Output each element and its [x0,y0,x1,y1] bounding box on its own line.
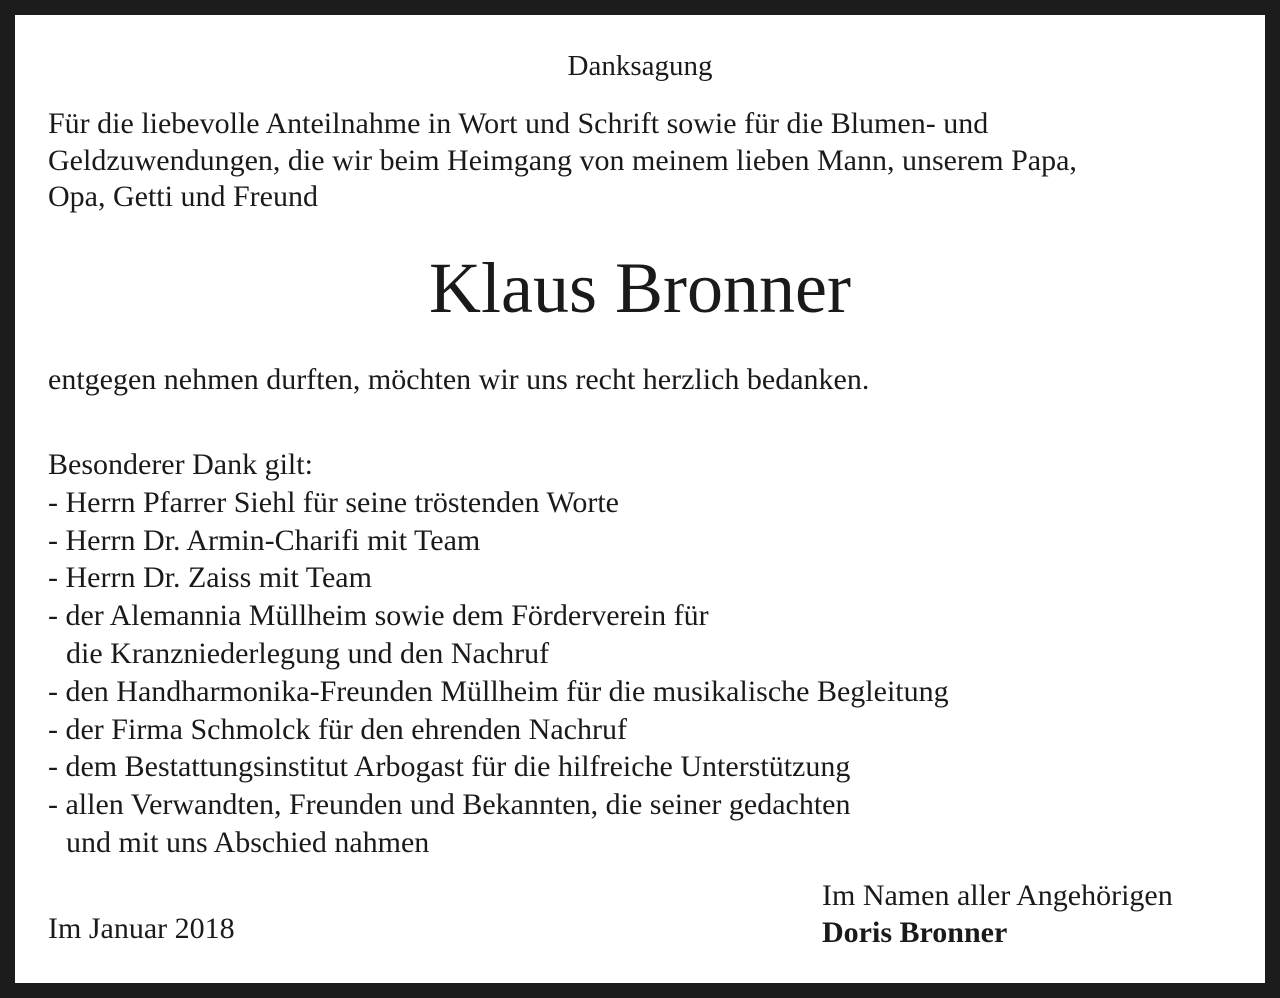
deceased-name: Klaus Bronner [429,248,851,328]
notice-heading: Danksagung [567,50,713,82]
intro-paragraph [48,106,1077,216]
list-item: - der Alemannia Müllheim sowie dem Förderverein für [48,599,709,633]
signature-name: Doris Bronner [822,916,1008,949]
intro-line: Für die liebevolle Anteilnahme in Wort und Schrift sowie für die Blumen- und [48,107,989,140]
special-thanks-intro: Besonderer Dank gilt: [48,448,313,481]
thanks-line: entgegen nehmen durften, möchten wir uns recht herzlich bedanken. [48,363,870,396]
list-item: - der Firma Schmolck für den ehrenden Nachruf [48,712,627,746]
special-thanks-list [48,446,949,862]
list-item: - allen Verwandten, Freunden und Bekannten, die seiner gedachten [48,788,851,822]
notice-date: Im Januar 2018 [48,912,235,945]
signature-block [822,877,1173,951]
intro-line: Opa, Getti und Freund [48,180,318,213]
list-item-continuation: und mit uns Abschied nahmen [66,825,430,859]
signature-on-behalf: Im Namen aller Angehörigen [822,879,1173,912]
list-item: - dem Bestattungsinstitut Arbogast für die hilfreiche Unterstützung [48,750,851,784]
list-item: - Herrn Dr. Armin-Charifi mit Team [48,523,481,557]
intro-line: Geldzuwendungen, die wir beim Heimgang von meinem lieben Mann, unserem Papa, [48,143,1077,177]
list-item: - Herrn Dr. Zaiss mit Team [48,561,372,595]
list-item: - den Handharmonika-Freunden Müllheim für die musikalische Begleitung [48,674,949,708]
list-item: - Herrn Pfarrer Siehl für seine tröstenden Worte [48,485,619,519]
list-item-continuation: die Kranzniederlegung und den Nachruf [66,636,550,670]
